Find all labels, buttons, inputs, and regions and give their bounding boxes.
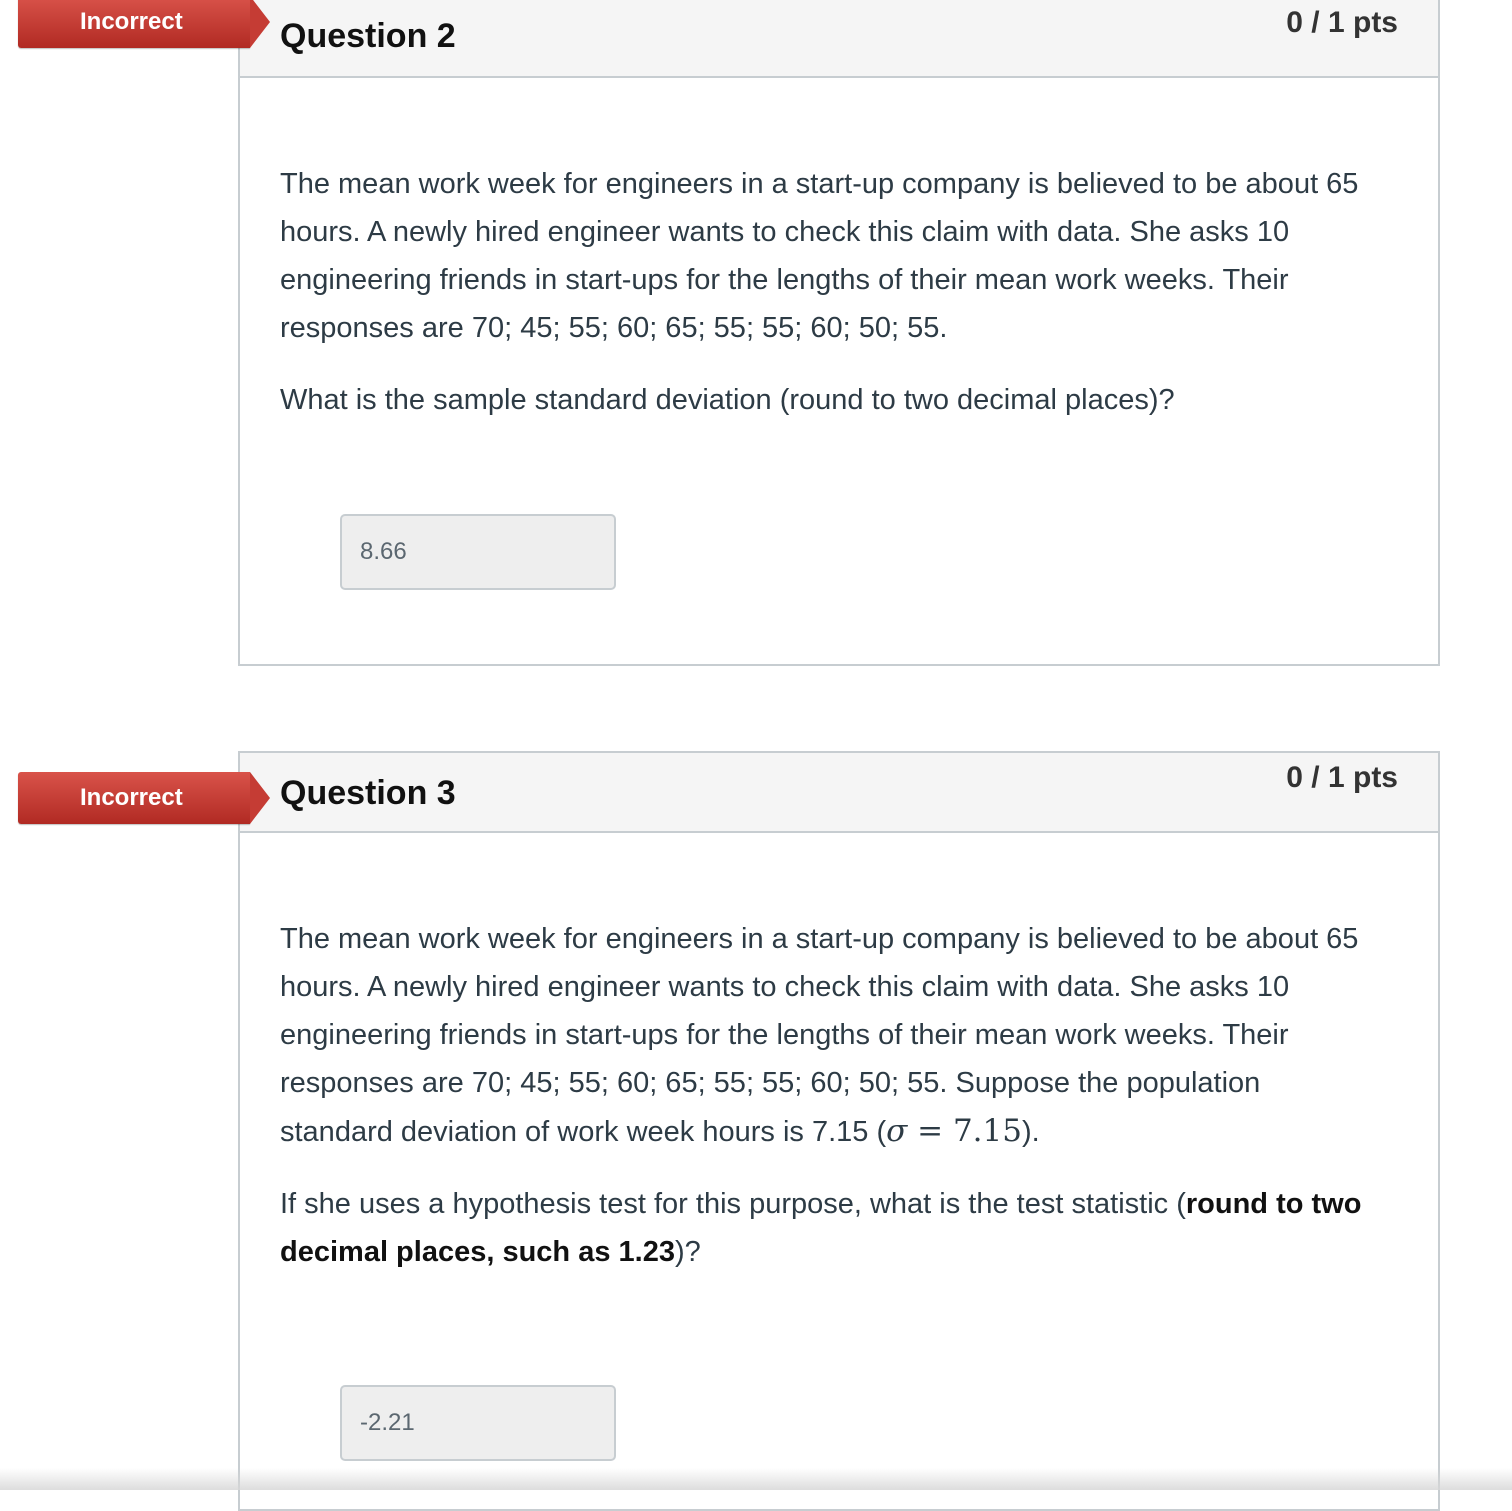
question-2 bbox=[238, 0, 1440, 666]
sigma-equation bbox=[886, 1113, 1022, 1149]
question-text bbox=[280, 915, 1378, 1156]
question-3 bbox=[238, 751, 1440, 1511]
question-points: 0 / 1 pts bbox=[1286, 761, 1398, 794]
prompt-bold: round to two decimal places, such as 1.23 bbox=[280, 1188, 1362, 1268]
prompt-start: If she uses a hypothesis test for this purpose, what is the test statistic ( bbox=[280, 1188, 1186, 1220]
bottom-fade bbox=[0, 1468, 1512, 1490]
question-body bbox=[240, 78, 1438, 424]
question-body bbox=[240, 833, 1438, 1276]
question-header bbox=[240, 753, 1438, 833]
question-text-end: ). bbox=[1022, 1116, 1040, 1148]
sigma-symbol: σ bbox=[886, 1113, 908, 1149]
question-prompt: What is the sample standard deviation (round to two decimal places)? bbox=[280, 384, 1175, 416]
question-text: The mean work week for engineers in a start-up company is believed to be about 65 hours. A newly hired engineer wants to check this claim with data. She asks 10 engineering friends in start-ups for the lengths of their mean work weeks. Their responses are 70; 45; 55; 60; 65; 55; 55; 60; 50; 55. bbox=[280, 168, 1359, 344]
question-title: Question 3 bbox=[280, 774, 456, 812]
question-points: 0 / 1 pts bbox=[1286, 6, 1398, 39]
question-prompt bbox=[280, 1180, 1378, 1276]
question-header bbox=[240, 0, 1438, 78]
sigma-value: = 7.15 bbox=[907, 1113, 1022, 1149]
prompt-end: )? bbox=[674, 1236, 701, 1268]
question-text-main: The mean work week for engineers in a start-up company is believed to be about 65 hours. A newly hired engineer wants to check this claim with data. She asks 10 engineering friends in start-ups for the lengths of their mean work weeks. Their responses are 70; 45; 55; 60; 65; 55; 55; 60; 50; 55. Suppose the population standard deviation of work week hours is 7.15 ( bbox=[280, 923, 1359, 1148]
answer-input[interactable]: -2.21 bbox=[340, 1385, 616, 1461]
incorrect-badge: Incorrect bbox=[18, 0, 250, 48]
incorrect-badge: Incorrect bbox=[18, 772, 250, 824]
answer-input[interactable]: 8.66 bbox=[340, 514, 616, 590]
question-title: Question 2 bbox=[280, 17, 456, 55]
